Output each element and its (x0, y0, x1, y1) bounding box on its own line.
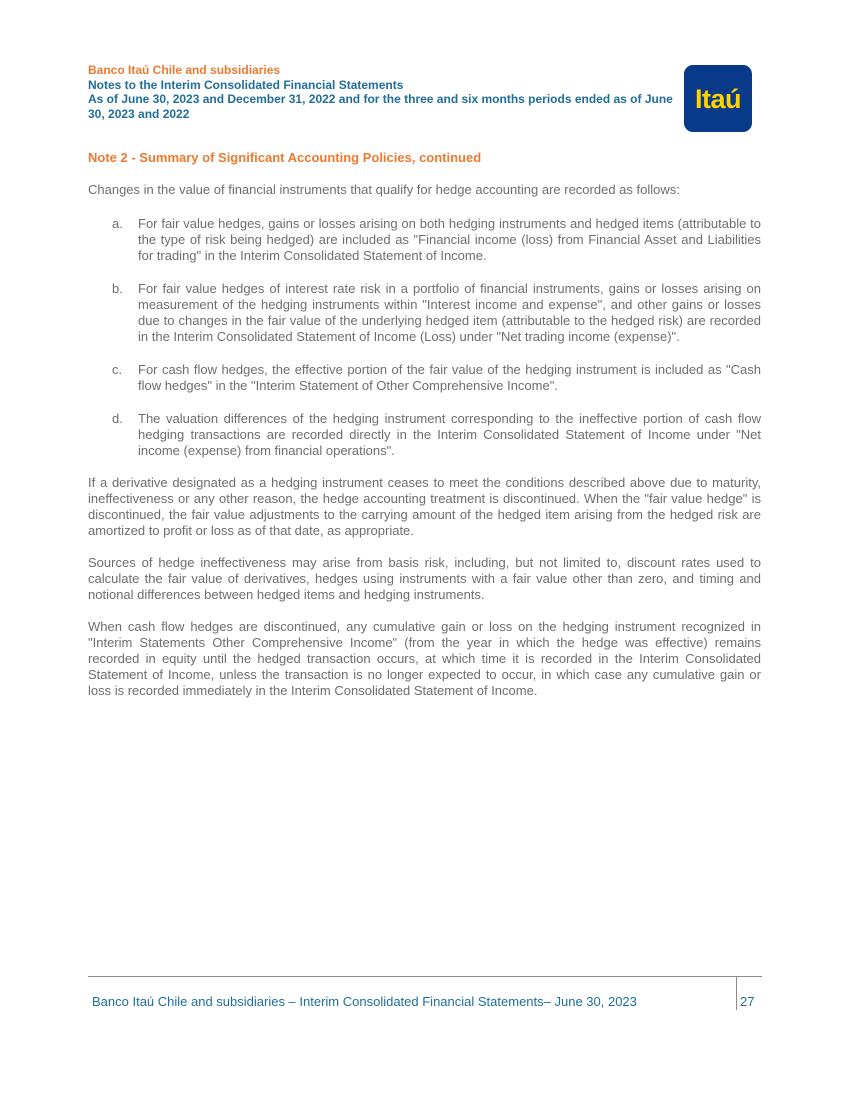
list-item (88, 216, 761, 264)
list-marker: c. (112, 362, 123, 377)
header-subtitle: Notes to the Interim Consolidated Financial Statements (88, 77, 404, 92)
page-header (88, 63, 678, 122)
list-marker: b. (112, 281, 123, 296)
page-number: 27 (740, 994, 755, 1009)
list-item-text: The valuation differences of the hedging instrument corresponding to the ineffective portion of cash flow hedging transactions are recorded directly in the Interim Consolidated Statement of Income under "Net income (expense) from financial operations". (138, 411, 761, 458)
body-paragraph: When cash flow hedges are discontinued, any cumulative gain or loss on the hedging instrument recognized in "Interim Statements Other Comprehensive Income" (from the year in which the hedge was effective) remains recorded in equity until the hedged transaction occurs, at which time it is recorded in the Interim Consolidated Statement of Income, unless the transaction is no longer expected to occur, in which case any cumulative gain or loss is recorded immediately in the Interim Consolidated Statement of Income. (88, 619, 761, 698)
list-item (88, 281, 761, 345)
list-marker: a. (112, 216, 123, 231)
body-paragraph: If a derivative designated as a hedging instrument ceases to meet the conditions described above due to maturity, ineffectiveness or any other reason, the hedge accounting treatment is discontinued. When the "fair value hedge" is discontinued, the fair value adjustments to the carrying amount of the hedged item arising from the hedged risk are amortized to profit or loss as of that date, as appropriate. (88, 475, 761, 538)
list-marker: d. (112, 411, 123, 426)
hedge-accounting-list (88, 216, 761, 459)
itau-logo (684, 65, 752, 132)
footer-page-separator (736, 976, 737, 1010)
note-title: Note 2 - Summary of Significant Accounting Policies, continued (88, 150, 482, 165)
logo-text: Itaú (694, 84, 741, 114)
footer-divider (88, 976, 762, 977)
header-period: As of June 30, 2023 and December 31, 2022 and for the three and six months periods ended as of June 30, 2023 and 2022 (88, 92, 673, 122)
intro-paragraph: Changes in the value of financial instruments that qualify for hedge accounting are recorded as follows: (88, 182, 680, 197)
list-item (88, 411, 761, 459)
list-item-text: For cash flow hedges, the effective portion of the fair value of the hedging instrument is included as "Cash flow hedges" in the "Interim Statement of Other Comprehensive Income". (138, 362, 761, 393)
company-name: Banco Itaú Chile and subsidiaries (88, 63, 281, 77)
footer-text: Banco Itaú Chile and subsidiaries – Interim Consolidated Financial Statements– June 30, 2023 (92, 994, 637, 1009)
document-body (88, 182, 761, 715)
list-item-text: For fair value hedges, gains or losses arising on both hedging instruments and hedged items (attributable to the type of risk being hedged) are included as "Financial income (loss) from Financial Asset and Liabilities for trading" in the Interim Consolidated Statement of Income. (138, 216, 761, 263)
body-paragraph: Sources of hedge ineffectiveness may arise from basis risk, including, but not limited to, discount rates used to calculate the fair value of derivatives, hedges using instruments with a fair value other than zero, and timing and notional differences between hedged items and hedging instruments. (88, 555, 761, 602)
list-item (88, 362, 761, 394)
list-item-text: For fair value hedges of interest rate risk in a portfolio of financial instruments, gains or losses arising on measurement of the hedging instruments within "Interest income and expense", and other gains or losses due to changes in the fair value of the underlying hedged item (attributable to the hedged risk) are recorded in the Interim Consolidated Statement of Income (Loss) under "Net trading income (expense)". (138, 281, 761, 344)
